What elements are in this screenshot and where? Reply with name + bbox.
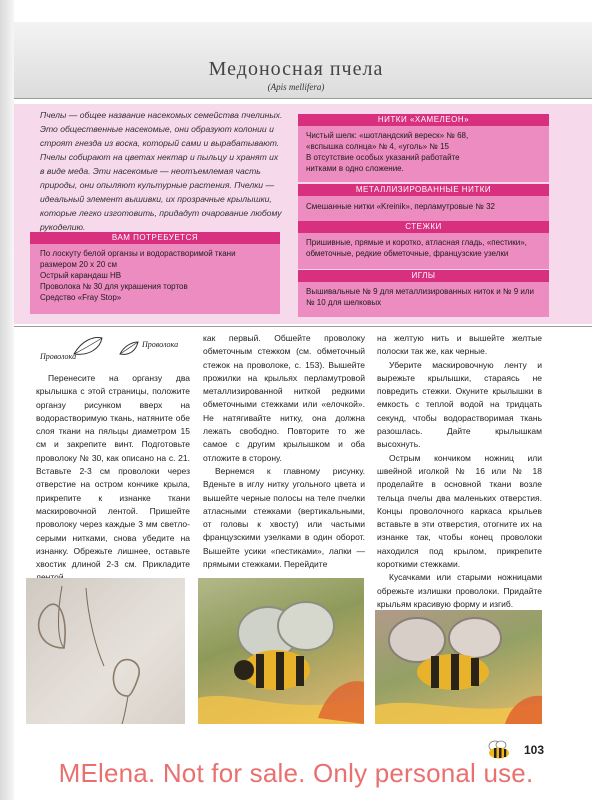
photo-bee-final bbox=[375, 610, 542, 724]
paragraph: Уберите маскировочную ленту и вырежьте крылышки, стараясь не повредить стежки. Окуните крылышки в емкость с теплой водой на тридцать секунд, чтобы водорастворимая ткань разошлась. Дайте крылышкам высохнуть. bbox=[377, 359, 542, 450]
threads-body bbox=[298, 126, 549, 182]
text-column-2 bbox=[203, 332, 365, 571]
bee-final-image bbox=[375, 610, 542, 724]
stitches-heading: СТЕЖКИ bbox=[298, 221, 549, 233]
paragraph: как первый. Обшейте проволоку обметочным стежком (см. обметочный стежок на проволоке, с. 153). Вышейте прожилки на крыльях перламутровой металлизированной ниткой редкими обметочными стежками или «елочкой». Не натягивайте нитку, она должна лежать свободно. Повторите то же самое с другим крылышком и оба отложите в сторону. bbox=[203, 333, 365, 463]
stitches-body bbox=[298, 233, 549, 269]
paragraph: Вернемся к главному рисунку. Вденьте в иглу нитку угольного цвета и вышейте черные полосы на теле пчелки атласными стежками (вертикальными, от головы к хвосту) или частыми французскими узелками в один оборот. Вышейте усики «пестиками», лапки — прямыми стежками. Перейдите bbox=[203, 465, 365, 570]
threads-heading: НИТКИ «ХАМЕЛЕОН» bbox=[298, 114, 549, 126]
stitches-box bbox=[298, 221, 549, 269]
threads-box bbox=[298, 114, 549, 182]
needs-box bbox=[30, 232, 280, 314]
photo-wire-wings bbox=[26, 578, 185, 724]
threads-line: нитками в одно сложение. bbox=[306, 164, 404, 173]
threads-line: «вспышка солнца» № 4, «уголь» № 15 bbox=[306, 142, 449, 151]
needles-heading: ИГЛЫ bbox=[298, 270, 549, 282]
wire-diagram bbox=[36, 334, 196, 368]
needles-box bbox=[298, 270, 549, 317]
paragraph: Кусачками или старыми ножницами обрежьте излишки проволоки. Придайте крыльям красивую форму и изгиб. bbox=[377, 572, 542, 609]
threads-line: Чистый шелк: «шотландский вереск» № 68, bbox=[306, 131, 469, 140]
needles-text: Вышивальные № 9 для металлизированных ниток и № 9 или № 10 для шелковых bbox=[306, 287, 534, 307]
text-column-3 bbox=[377, 332, 542, 611]
paragraph: Острым кончиком ножниц или швейной иголкой № 16 или № 18 проделайте в основной ткани возле тельца пчелы два маленьких отверстия. Концы проволочного каркаса крыльев вставьте в эти отверстия, отогните их на изнанке так, чтобы конец проволоки находился под крылом, прикрепите короткими стежками. bbox=[377, 452, 542, 570]
threads-line: В отсутствие особых указаний работайте bbox=[306, 153, 460, 162]
bee-embroidery-image bbox=[198, 578, 364, 724]
wire-label-right: Проволока bbox=[142, 340, 179, 349]
needs-item: По лоскуту белой органзы и водорастворимой ткани размером 20 x 20 см bbox=[40, 249, 236, 269]
page-gutter-shadow bbox=[0, 0, 14, 800]
needs-item: Острый карандаш НВ bbox=[40, 271, 122, 280]
page-subtitle: (Apis mellifera) bbox=[267, 82, 325, 92]
needs-heading: ВАМ ПОТРЕБУЕТСЯ bbox=[30, 232, 280, 244]
section-rule bbox=[14, 326, 592, 327]
paragraph: на желтую нить и вышейте желтые полоски так же, как черные. bbox=[377, 333, 542, 357]
text-column-1 bbox=[36, 372, 190, 585]
metallic-heading: МЕТАЛЛИЗИРОВАННЫЕ НИТКИ bbox=[298, 184, 549, 196]
stitches-text: Пришивные, прямые и коротко, атласная гладь, «пестики», обметочные, редкие обметочные, французские узелки bbox=[306, 238, 527, 258]
bee-icon bbox=[486, 740, 512, 760]
intro-text: Пчелы — общее название насекомых семейства пчелиных. Это общественные насекомые, они образуют колонии и строят гнезда из воска, который сами и вырабатывают. Пчелы собирают на цветах нектар и пыльцу и хранят их в виде меда. Эти насекомые — неотъемлемая часть природы, они опыляют культурные растения. Пчелки — идеальный элемент вышивки, их прозрачные крылышки, которые легко изготовить, придадут очарование любому рукоделию. bbox=[40, 110, 283, 232]
paragraph: Перенесите на органзу два крылышка с этой страницы, положите органзу рисунком вверх на водорастворимую ткань, натяните обе слоя ткани на пяльцы диаметром 15 см и закрепите винт. Подготовьте проволоку № 30, как описано на с. 21. Вставьте 2-3 см проволоки через отверстие на остром кончике крыла, прикрепите к изнанке ткани маскировочной лентой. Пришейте проволоку через каждые 3 мм светло-серыми нитками, снова убедите на изнанку. Обрежьте лишнее, оставьте хвостик длиной 2-3 см. Прикладите bbox=[36, 373, 190, 570]
needs-body bbox=[30, 244, 280, 314]
photo-bee-step bbox=[198, 578, 364, 724]
wire-label-left: Проволока bbox=[40, 352, 77, 361]
metallic-body bbox=[298, 196, 549, 222]
needles-body bbox=[298, 282, 549, 317]
page-title: Медоносная пчела bbox=[208, 58, 384, 80]
page-number: 103 bbox=[523, 743, 544, 757]
watermark-text: MElena. Not for sale. Only personal use. bbox=[58, 758, 534, 788]
metallic-box bbox=[298, 184, 549, 222]
needs-item: Проволока № 30 для украшения тортов bbox=[40, 282, 188, 291]
wire-wings-image bbox=[26, 578, 185, 724]
metallic-text: Смешанные нитки «Kreinik», перламутровые № 32 bbox=[306, 202, 495, 211]
header-rule bbox=[14, 98, 592, 99]
needs-item: Средство «Fray Stop» bbox=[40, 293, 122, 302]
